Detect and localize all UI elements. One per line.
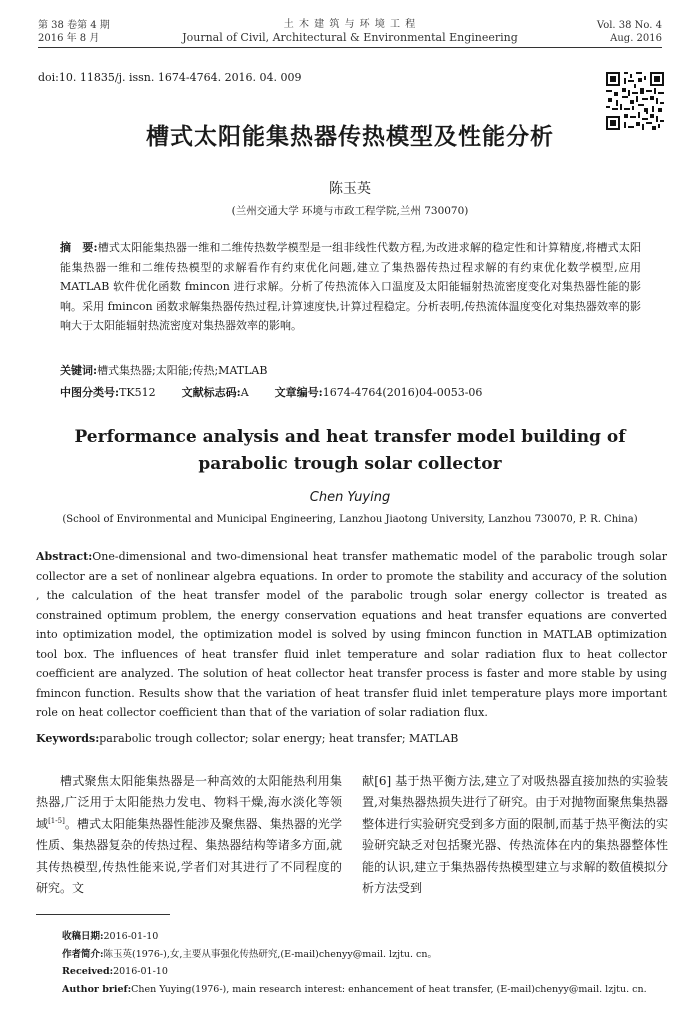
keywords-zh-label: 关键词: bbox=[60, 364, 98, 377]
author-brief-zh: 陈玉英(1976-),女,主要从事强化传热研究,(E-mail)chenyy@mail. lzjtu. cn。 bbox=[103, 949, 437, 960]
article-id-label: 文章编号: bbox=[274, 386, 323, 399]
clc-number: TK512 bbox=[119, 386, 156, 399]
body-left-text-a: 槽式聚焦太阳能集热器是一种高效的太阳能热利用集热器,广泛用于太阳能热力发电、物料干燥,海水淡化等领域 bbox=[36, 774, 342, 831]
keywords-zh-text: 槽式集热器;太阳能;传热;MATLAB bbox=[97, 364, 268, 377]
body-column-left bbox=[36, 771, 342, 899]
abstract-en-label: Abstract: bbox=[36, 550, 93, 563]
abstract-zh-text: 槽式太阳能集热器一维和二维传热数学模型是一组非线性代数方程,为改进求解的稳定性和计算精度,将槽式太阳能集热器一维和二维传热模型的求解看作有约束优化问题,建立了集热器传热过程求解的有约束优化数学模型,应用 MATLAB 软件优化函数 fmincon 进行求解。分析了传热流体入口温度及太阳能辐射热流密度变化对集热器性能的影响。采用 fmincon 函数求解集热器传热过程,计算速度快,计算过程稳定。分析表明,传热流体温度变化对集热器效率的影响大于太阳能辐射热流密度对集热器效率的影响。 bbox=[60, 241, 641, 333]
keywords-en-text: parabolic trough collector; solar energy; heat transfer; MATLAB bbox=[99, 732, 459, 745]
date-en: Aug. 2016 bbox=[610, 33, 662, 44]
keywords-en-label: Keywords: bbox=[36, 732, 100, 745]
journal-name-en: Journal of Civil, Architectural & Environmental Engineering bbox=[182, 31, 518, 44]
footnote-author-en bbox=[62, 983, 647, 996]
article-title-en: Performance analysis and heat transfer model building of parabolic trough solar collector bbox=[74, 427, 626, 474]
running-header-left bbox=[38, 19, 110, 45]
volume-issue-en: Vol. 38 No. 4 bbox=[596, 20, 662, 31]
abstract-zh bbox=[60, 238, 641, 336]
abstract-zh-label: 摘 要: bbox=[60, 241, 98, 254]
volume-issue-zh: 第 38 卷第 4 期 bbox=[38, 20, 110, 31]
citation-ref[interactable]: [1-5] bbox=[48, 816, 65, 825]
body-column-right: 献[6] 基于热平衡方法,建立了对吸热器直接加热的实验装置,对集热器热损失进行了研究。由于对抛物面聚焦集热器整体进行实验研究受到多方面的限制,而基于热平衡法的实验研究缺乏对包括聚光器、传热流体在内的集热器整体性能的认识,建立于集热器传热模型建立与求解的数值模拟分析方法受到 bbox=[362, 774, 668, 896]
author-brief-en: Chen Yuying(1976-), main research interest: enhancement of heat transfer, (E-mail)chenyy@mail. lzjtu. cn. bbox=[131, 984, 647, 995]
keywords-en bbox=[36, 732, 458, 745]
received-en-date: 2016-01-10 bbox=[113, 966, 168, 977]
affiliation-en: (School of Environmental and Municipal Engineering, Lanzhou Jiaotong University, Lanzhou 730070, P. R. China) bbox=[62, 514, 638, 525]
header-rule bbox=[38, 47, 662, 48]
author-en: Chen Yuying bbox=[309, 490, 391, 505]
footnote-received-zh bbox=[62, 930, 158, 943]
abstract-en bbox=[36, 547, 667, 723]
article-title-zh: 槽式太阳能集热器传热模型及性能分析 bbox=[146, 123, 554, 150]
running-header-right bbox=[597, 19, 662, 45]
body-left-text-b: 。槽式太阳能集热器性能涉及聚焦器、集热器的光学性质、集热器复杂的传热过程、集热器结构等诸多方面,就其传热模型,传热性能来说,学者们对其进行了不同程度的研究。文 bbox=[36, 816, 342, 896]
clc-label: 中图分类号: bbox=[60, 386, 120, 399]
received-zh-label: 收稿日期: bbox=[62, 931, 104, 942]
document-code-label: 文献标志码: bbox=[181, 386, 241, 399]
running-header-center bbox=[150, 18, 550, 44]
affiliation-zh: (兰州交通大学 环境与市政工程学院,兰州 730070) bbox=[231, 205, 469, 217]
document-code: A bbox=[240, 386, 249, 399]
keywords-zh bbox=[60, 362, 267, 378]
received-zh-date: 2016-01-10 bbox=[103, 931, 159, 942]
author-zh: 陈玉英 bbox=[329, 181, 371, 197]
doi[interactable]: doi:10. 11835/j. issn. 1674-4764. 2016. 04. 009 bbox=[38, 71, 302, 84]
footnote-rule bbox=[36, 914, 170, 915]
date-zh: 2016 年 8 月 bbox=[38, 33, 100, 44]
abstract-en-text: One-dimensional and two-dimensional heat transfer mathematic model of the parabolic trough solar collector are a set of nonlinear algebra equations. In order to promote the stability and accuracy of the solution , the calculation of the heat transfer model of the parabolic trough solar energy collector is treated as constrained optimum problem, the energy conservation equations and heat transfer equations are converted into optimization model, the optimization model is solved by using fmincon function in MATLAB optimization tool box. The influences of heat transfer fluid inlet temperature and solar radiation flux to heat collector coefficient are analyzed. The solution of heat collector heat transfer process is faster and more stable by using fmincon function. Results show that the variation of heat transfer fluid inlet temperature plays more important role on heat collector coefficient than that of the variation of solar radiation flux. bbox=[36, 550, 667, 719]
journal-name-zh: 土 木 建 筑 与 环 境 工 程 bbox=[283, 19, 417, 30]
received-en-label: Received: bbox=[62, 966, 114, 977]
footnote-author-zh bbox=[62, 948, 437, 961]
classification-line bbox=[60, 384, 482, 400]
author-brief-zh-label: 作者简介: bbox=[62, 949, 104, 960]
author-brief-en-label: Author brief: bbox=[62, 984, 132, 995]
article-id: 1674-4764(2016)04-0053-06 bbox=[322, 386, 483, 399]
footnote-received-en bbox=[62, 965, 168, 978]
